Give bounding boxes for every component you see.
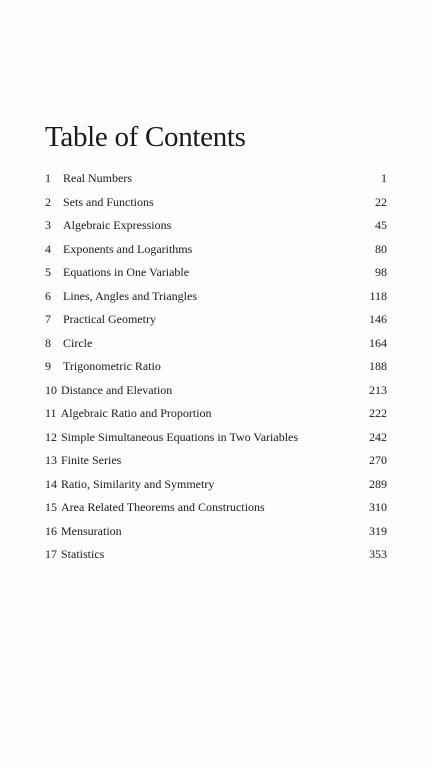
page-number: 45 <box>375 218 387 232</box>
toc-entry[interactable] <box>45 312 387 336</box>
chapter-title: Distance and Elevation <box>61 382 173 397</box>
chapter-title: Simple Simultaneous Equations in Two Variables <box>61 429 299 444</box>
chapter-title: Trigonometric Ratio <box>63 359 161 373</box>
toc-entry[interactable] <box>45 453 387 477</box>
chapter-number: 10 <box>45 382 57 397</box>
chapter-number: 12 <box>45 429 57 444</box>
chapter-title: Exponents and Logarithms <box>63 241 193 256</box>
chapter-number: 11 <box>45 406 57 420</box>
chapter-title: Statistics <box>61 547 105 561</box>
page-number: 98 <box>375 265 387 279</box>
chapter-title: Mensuration <box>61 523 122 538</box>
chapter-title: Equations in One Variable <box>63 265 190 279</box>
chapter-number: 16 <box>45 523 57 538</box>
chapter-title: Sets and Functions <box>63 194 154 209</box>
chapter-title: Real Numbers <box>63 171 132 185</box>
chapter-title: Circle <box>63 335 93 350</box>
chapter-title: Finite Series <box>61 453 122 467</box>
toc-entry[interactable] <box>45 359 387 383</box>
chapter-number: 2 <box>45 194 51 209</box>
page-number: 270 <box>369 453 387 467</box>
page-number: 118 <box>369 288 387 303</box>
chapter-number: 3 <box>45 218 51 232</box>
page-number: 22 <box>375 194 387 209</box>
toc-entry[interactable] <box>45 195 387 219</box>
toc-entry[interactable] <box>45 289 387 313</box>
chapter-number: 5 <box>45 265 51 279</box>
chapter-number: 14 <box>45 476 57 491</box>
chapter-number: 17 <box>45 547 57 561</box>
page-number: 289 <box>369 476 387 491</box>
chapter-number: 9 <box>45 359 51 373</box>
chapter-number: 8 <box>45 335 51 350</box>
chapter-number: 15 <box>45 500 57 514</box>
chapter-number: 13 <box>45 453 57 467</box>
toc-entry[interactable] <box>45 171 387 195</box>
chapter-title: Area Related Theorems and Constructions <box>61 500 265 514</box>
toc-entry[interactable] <box>45 477 387 501</box>
toc-entry[interactable] <box>45 265 387 289</box>
toc-entry[interactable] <box>45 406 387 430</box>
page-number: 242 <box>369 429 387 444</box>
toc-list <box>45 171 387 571</box>
toc-entry[interactable] <box>45 336 387 360</box>
toc-entry[interactable] <box>45 547 387 571</box>
chapter-number: 1 <box>45 171 51 185</box>
page-number: 80 <box>375 241 387 256</box>
page-number: 146 <box>369 312 387 326</box>
page-number: 188 <box>369 359 387 373</box>
page-title: Table of Contents <box>45 121 246 153</box>
page-number: 353 <box>369 547 387 561</box>
chapter-number: 6 <box>45 288 51 303</box>
page-number: 319 <box>369 523 387 538</box>
toc-entry[interactable] <box>45 218 387 242</box>
toc-entry[interactable] <box>45 383 387 407</box>
chapter-title: Ratio, Similarity and Symmetry <box>61 476 215 491</box>
page-number: 222 <box>369 406 387 420</box>
toc-entry[interactable] <box>45 524 387 548</box>
page-number: 1 <box>381 171 387 185</box>
toc-entry[interactable] <box>45 430 387 454</box>
chapter-title: Practical Geometry <box>63 312 156 326</box>
chapter-number: 4 <box>45 241 51 256</box>
chapter-number: 7 <box>45 312 51 326</box>
chapter-title: Algebraic Ratio and Proportion <box>60 406 212 420</box>
page-number: 213 <box>369 382 387 397</box>
chapter-title: Algebraic Expressions <box>63 218 172 232</box>
chapter-title: Lines, Angles and Triangles <box>63 288 197 303</box>
page-number: 164 <box>369 335 387 350</box>
page-number: 310 <box>369 500 387 514</box>
toc-entry[interactable] <box>45 242 387 266</box>
toc-entry[interactable] <box>45 500 387 524</box>
